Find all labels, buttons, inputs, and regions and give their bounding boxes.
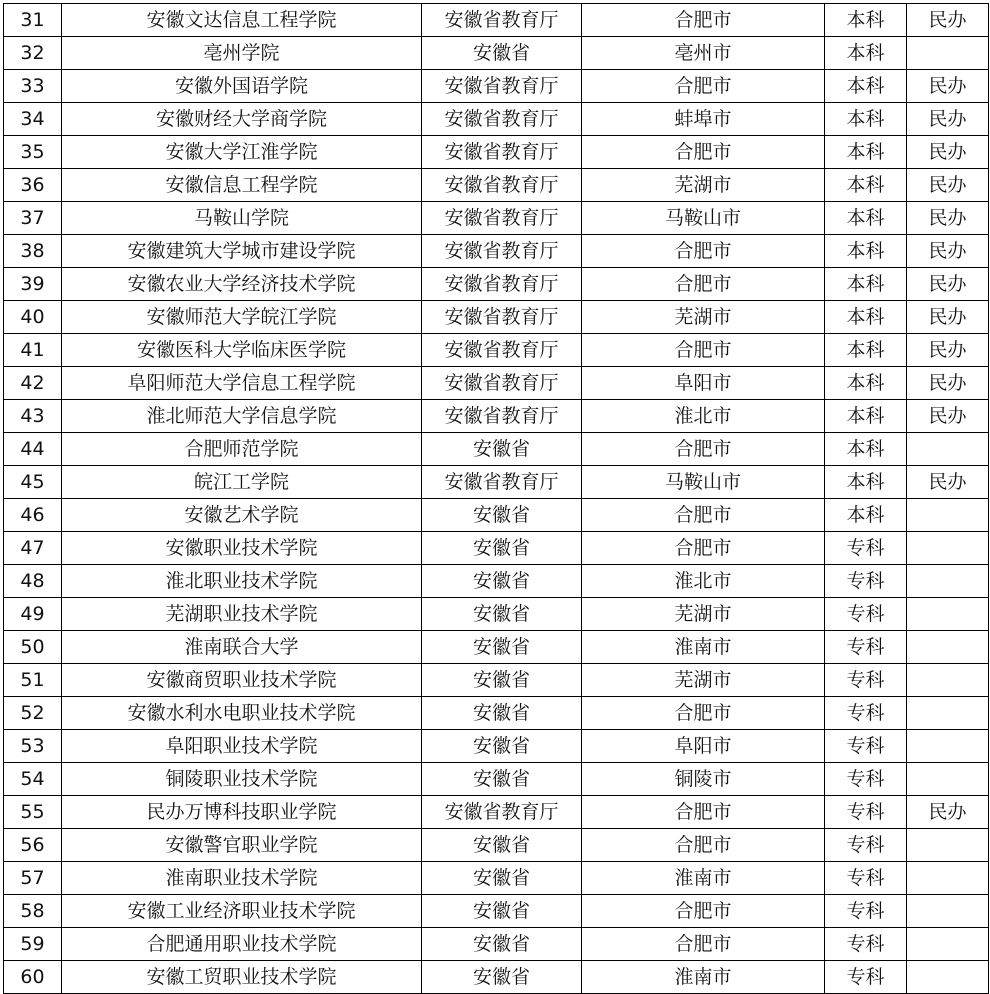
city-cell: 合肥市 (582, 136, 825, 169)
authority-cell: 安徽省教育厅 (422, 70, 582, 103)
city-cell: 马鞍山市 (582, 202, 825, 235)
level-cell: 本科 (825, 367, 907, 400)
school-name-cell: 马鞍山学院 (62, 202, 422, 235)
table-row (4, 466, 989, 499)
table-row (4, 928, 989, 961)
authority-cell: 安徽省 (422, 862, 582, 895)
authority-cell: 安徽省教育厅 (422, 301, 582, 334)
school-name-cell: 安徽工贸职业技术学院 (62, 961, 422, 994)
row-number-cell: 51 (4, 664, 62, 697)
level-cell: 本科 (825, 433, 907, 466)
table-row (4, 169, 989, 202)
level-cell: 本科 (825, 37, 907, 70)
city-cell: 合肥市 (582, 895, 825, 928)
school-name-cell: 安徽大学江淮学院 (62, 136, 422, 169)
city-cell: 阜阳市 (582, 367, 825, 400)
authority-cell: 安徽省 (422, 565, 582, 598)
ownership-cell: 民办 (907, 301, 989, 334)
school-name-cell: 安徽艺术学院 (62, 499, 422, 532)
authority-cell: 安徽省 (422, 433, 582, 466)
authority-cell: 安徽省 (422, 829, 582, 862)
table-row (4, 301, 989, 334)
row-number-cell: 55 (4, 796, 62, 829)
row-number-cell: 39 (4, 268, 62, 301)
city-cell: 马鞍山市 (582, 466, 825, 499)
ownership-cell: 民办 (907, 4, 989, 37)
school-name-cell: 皖江工学院 (62, 466, 422, 499)
table-row (4, 103, 989, 136)
table-row (4, 235, 989, 268)
ownership-cell (907, 829, 989, 862)
table-row (4, 70, 989, 103)
table-row (4, 136, 989, 169)
row-number-cell: 33 (4, 70, 62, 103)
table-row (4, 532, 989, 565)
city-cell: 阜阳市 (582, 730, 825, 763)
level-cell: 专科 (825, 532, 907, 565)
school-name-cell: 淮北职业技术学院 (62, 565, 422, 598)
city-cell: 合肥市 (582, 235, 825, 268)
level-cell: 专科 (825, 895, 907, 928)
ownership-cell: 民办 (907, 103, 989, 136)
row-number-cell: 37 (4, 202, 62, 235)
level-cell: 专科 (825, 796, 907, 829)
ownership-cell: 民办 (907, 400, 989, 433)
city-cell: 淮南市 (582, 631, 825, 664)
row-number-cell: 56 (4, 829, 62, 862)
level-cell: 本科 (825, 169, 907, 202)
level-cell: 专科 (825, 763, 907, 796)
level-cell: 专科 (825, 730, 907, 763)
row-number-cell: 52 (4, 697, 62, 730)
row-number-cell: 47 (4, 532, 62, 565)
ownership-cell (907, 862, 989, 895)
school-name-cell: 阜阳师范大学信息工程学院 (62, 367, 422, 400)
city-cell: 合肥市 (582, 796, 825, 829)
table-row (4, 268, 989, 301)
city-cell: 亳州市 (582, 37, 825, 70)
school-name-cell: 安徽文达信息工程学院 (62, 4, 422, 37)
ownership-cell: 民办 (907, 70, 989, 103)
level-cell: 本科 (825, 235, 907, 268)
city-cell: 合肥市 (582, 532, 825, 565)
universities-table (3, 3, 989, 994)
school-name-cell: 亳州学院 (62, 37, 422, 70)
city-cell: 淮南市 (582, 862, 825, 895)
school-name-cell: 安徽外国语学院 (62, 70, 422, 103)
authority-cell: 安徽省教育厅 (422, 136, 582, 169)
level-cell: 专科 (825, 928, 907, 961)
city-cell: 芜湖市 (582, 301, 825, 334)
school-name-cell: 淮南联合大学 (62, 631, 422, 664)
row-number-cell: 31 (4, 4, 62, 37)
city-cell: 合肥市 (582, 70, 825, 103)
row-number-cell: 57 (4, 862, 62, 895)
row-number-cell: 35 (4, 136, 62, 169)
row-number-cell: 59 (4, 928, 62, 961)
authority-cell: 安徽省教育厅 (422, 334, 582, 367)
authority-cell: 安徽省 (422, 598, 582, 631)
table-body (4, 4, 989, 994)
ownership-cell: 民办 (907, 466, 989, 499)
table-row (4, 499, 989, 532)
school-name-cell: 合肥师范学院 (62, 433, 422, 466)
authority-cell: 安徽省 (422, 37, 582, 70)
table-row (4, 37, 989, 70)
city-cell: 淮南市 (582, 961, 825, 994)
city-cell: 合肥市 (582, 499, 825, 532)
city-cell: 芜湖市 (582, 664, 825, 697)
table-row (4, 631, 989, 664)
city-cell: 芜湖市 (582, 598, 825, 631)
level-cell: 专科 (825, 829, 907, 862)
table-row (4, 763, 989, 796)
school-name-cell: 民办万博科技职业学院 (62, 796, 422, 829)
row-number-cell: 60 (4, 961, 62, 994)
school-name-cell: 淮北师范大学信息学院 (62, 400, 422, 433)
authority-cell: 安徽省 (422, 499, 582, 532)
table-row (4, 4, 989, 37)
authority-cell: 安徽省教育厅 (422, 4, 582, 37)
table-row (4, 730, 989, 763)
ownership-cell (907, 532, 989, 565)
authority-cell: 安徽省 (422, 631, 582, 664)
level-cell: 本科 (825, 400, 907, 433)
table-row (4, 796, 989, 829)
level-cell: 专科 (825, 631, 907, 664)
row-number-cell: 53 (4, 730, 62, 763)
table-row (4, 829, 989, 862)
ownership-cell (907, 961, 989, 994)
row-number-cell: 49 (4, 598, 62, 631)
ownership-cell: 民办 (907, 136, 989, 169)
level-cell: 专科 (825, 862, 907, 895)
school-name-cell: 安徽财经大学商学院 (62, 103, 422, 136)
table-row (4, 697, 989, 730)
authority-cell: 安徽省 (422, 895, 582, 928)
table-row (4, 598, 989, 631)
city-cell: 合肥市 (582, 334, 825, 367)
table-row (4, 202, 989, 235)
authority-cell: 安徽省教育厅 (422, 169, 582, 202)
ownership-cell (907, 763, 989, 796)
ownership-cell (907, 730, 989, 763)
ownership-cell (907, 895, 989, 928)
ownership-cell (907, 598, 989, 631)
level-cell: 专科 (825, 664, 907, 697)
level-cell: 专科 (825, 961, 907, 994)
authority-cell: 安徽省 (422, 664, 582, 697)
authority-cell: 安徽省 (422, 763, 582, 796)
authority-cell: 安徽省 (422, 961, 582, 994)
level-cell: 本科 (825, 136, 907, 169)
row-number-cell: 44 (4, 433, 62, 466)
row-number-cell: 38 (4, 235, 62, 268)
ownership-cell (907, 697, 989, 730)
authority-cell: 安徽省 (422, 697, 582, 730)
school-name-cell: 安徽医科大学临床医学院 (62, 334, 422, 367)
ownership-cell: 民办 (907, 334, 989, 367)
city-cell: 合肥市 (582, 4, 825, 37)
authority-cell: 安徽省 (422, 730, 582, 763)
city-cell: 合肥市 (582, 928, 825, 961)
authority-cell: 安徽省教育厅 (422, 235, 582, 268)
authority-cell: 安徽省教育厅 (422, 367, 582, 400)
row-number-cell: 48 (4, 565, 62, 598)
level-cell: 本科 (825, 499, 907, 532)
level-cell: 专科 (825, 697, 907, 730)
table-row (4, 400, 989, 433)
level-cell: 本科 (825, 4, 907, 37)
school-name-cell: 安徽工业经济职业技术学院 (62, 895, 422, 928)
authority-cell: 安徽省教育厅 (422, 103, 582, 136)
table-row (4, 664, 989, 697)
city-cell: 淮北市 (582, 565, 825, 598)
school-name-cell: 阜阳职业技术学院 (62, 730, 422, 763)
city-cell: 蚌埠市 (582, 103, 825, 136)
authority-cell: 安徽省教育厅 (422, 202, 582, 235)
row-number-cell: 40 (4, 301, 62, 334)
authority-cell: 安徽省教育厅 (422, 796, 582, 829)
table-row (4, 334, 989, 367)
table-row (4, 433, 989, 466)
table-row (4, 895, 989, 928)
row-number-cell: 46 (4, 499, 62, 532)
level-cell: 本科 (825, 334, 907, 367)
city-cell: 铜陵市 (582, 763, 825, 796)
level-cell: 本科 (825, 103, 907, 136)
level-cell: 本科 (825, 466, 907, 499)
school-name-cell: 芜湖职业技术学院 (62, 598, 422, 631)
school-name-cell: 安徽水利水电职业技术学院 (62, 697, 422, 730)
table-row (4, 862, 989, 895)
ownership-cell: 民办 (907, 268, 989, 301)
authority-cell: 安徽省教育厅 (422, 466, 582, 499)
school-name-cell: 安徽农业大学经济技术学院 (62, 268, 422, 301)
school-name-cell: 安徽商贸职业技术学院 (62, 664, 422, 697)
level-cell: 专科 (825, 565, 907, 598)
row-number-cell: 50 (4, 631, 62, 664)
ownership-cell (907, 433, 989, 466)
ownership-cell: 民办 (907, 235, 989, 268)
authority-cell: 安徽省教育厅 (422, 268, 582, 301)
row-number-cell: 58 (4, 895, 62, 928)
school-name-cell: 铜陵职业技术学院 (62, 763, 422, 796)
row-number-cell: 43 (4, 400, 62, 433)
city-cell: 合肥市 (582, 433, 825, 466)
row-number-cell: 42 (4, 367, 62, 400)
level-cell: 本科 (825, 268, 907, 301)
school-name-cell: 安徽警官职业学院 (62, 829, 422, 862)
city-cell: 合肥市 (582, 697, 825, 730)
level-cell: 本科 (825, 70, 907, 103)
city-cell: 合肥市 (582, 268, 825, 301)
ownership-cell: 民办 (907, 169, 989, 202)
ownership-cell (907, 631, 989, 664)
table-row (4, 565, 989, 598)
level-cell: 本科 (825, 202, 907, 235)
ownership-cell: 民办 (907, 367, 989, 400)
row-number-cell: 45 (4, 466, 62, 499)
city-cell: 合肥市 (582, 829, 825, 862)
school-name-cell: 安徽职业技术学院 (62, 532, 422, 565)
row-number-cell: 41 (4, 334, 62, 367)
authority-cell: 安徽省 (422, 532, 582, 565)
school-name-cell: 安徽师范大学皖江学院 (62, 301, 422, 334)
city-cell: 芜湖市 (582, 169, 825, 202)
school-name-cell: 合肥通用职业技术学院 (62, 928, 422, 961)
ownership-cell: 民办 (907, 796, 989, 829)
ownership-cell: 民办 (907, 202, 989, 235)
row-number-cell: 32 (4, 37, 62, 70)
ownership-cell (907, 565, 989, 598)
table-row (4, 367, 989, 400)
school-name-cell: 淮南职业技术学院 (62, 862, 422, 895)
school-name-cell: 安徽建筑大学城市建设学院 (62, 235, 422, 268)
authority-cell: 安徽省教育厅 (422, 400, 582, 433)
row-number-cell: 54 (4, 763, 62, 796)
level-cell: 本科 (825, 301, 907, 334)
ownership-cell (907, 664, 989, 697)
city-cell: 淮北市 (582, 400, 825, 433)
level-cell: 专科 (825, 598, 907, 631)
row-number-cell: 36 (4, 169, 62, 202)
row-number-cell: 34 (4, 103, 62, 136)
school-name-cell: 安徽信息工程学院 (62, 169, 422, 202)
table-row (4, 961, 989, 994)
ownership-cell (907, 928, 989, 961)
ownership-cell (907, 499, 989, 532)
ownership-cell (907, 37, 989, 70)
authority-cell: 安徽省 (422, 928, 582, 961)
